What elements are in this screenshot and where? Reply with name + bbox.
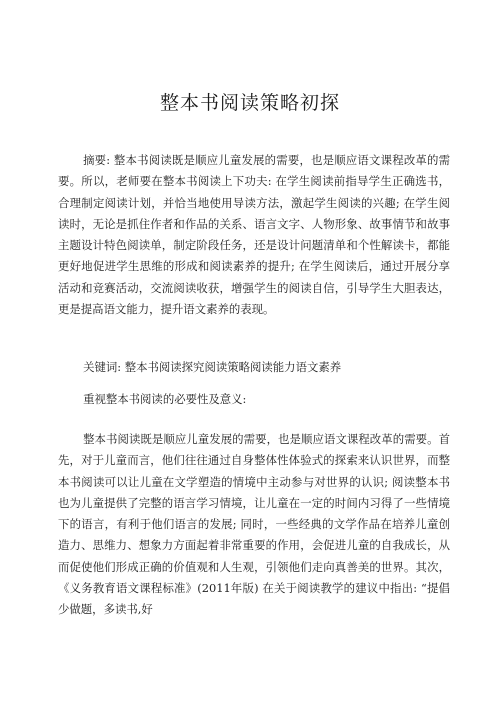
body-paragraph <box>58 429 450 621</box>
body-paragraph-text: 整本书阅读既是顺应儿童发展的需要，也是顺应语文课程改革的需要。首先，对于儿童而言，他们往往通过自身整体性体验式的探索来认识世界，而整本书阅读可以让儿童在文学塑造的情境中主动参与对世界的认识; 阅读整本书也为儿童提供了完整的语言学习情境，让儿童在一定的时间内习得了一些情境下的语言，有利于他们语言的发展; 同时，一些经典的文学作品在培养儿童创造力、思维力、想象力方面起着非常重要的作用，会促进儿童的自我成长，从而促使他们形成正确的价值观和人生观，引领他们走向真善美的世界。其次，《义务教育语文课程标准》(2011年版) 在关于阅读教学的建议中指出: “提倡少做题，多读书,好 <box>58 432 450 617</box>
abstract-text: 摘要: 整本书阅读既是顺应儿童发展的需要，也是顺应语文课程改革的需要。所以，老师要在整本书阅读上下功夫: 在学生阅读前指导学生正确选书，合理制定阅读计划，并恰当地使用导读方法，激起学生阅读的兴趣; 在学生阅读时，无论是抓住作者和作品的关系、语言文字、人物形象、故事情节和故事主题设计特色阅读单，制定阶段任务，还是设计问题清单和个性解读卡，都能更好地促进学生思维的形成和阅读素养的提升; 在学生阅读后，通过开展分享活动和竞赛活动，交流阅读收获，增强学生的阅读自信，引导学生大胆表达，更是提高语文能力，提升语文素养的表现。 <box>58 153 450 317</box>
document-title: 整本书阅读策略初探 <box>159 92 340 114</box>
keywords-text: 关键词: 整本书阅读探究阅读策略阅读能力语文素养 <box>83 360 342 374</box>
section-heading <box>58 389 450 410</box>
abstract-paragraph <box>58 150 450 320</box>
keywords-line <box>58 357 450 378</box>
section-heading-text: 重视整本书阅读的必要性及意义: <box>83 392 247 406</box>
